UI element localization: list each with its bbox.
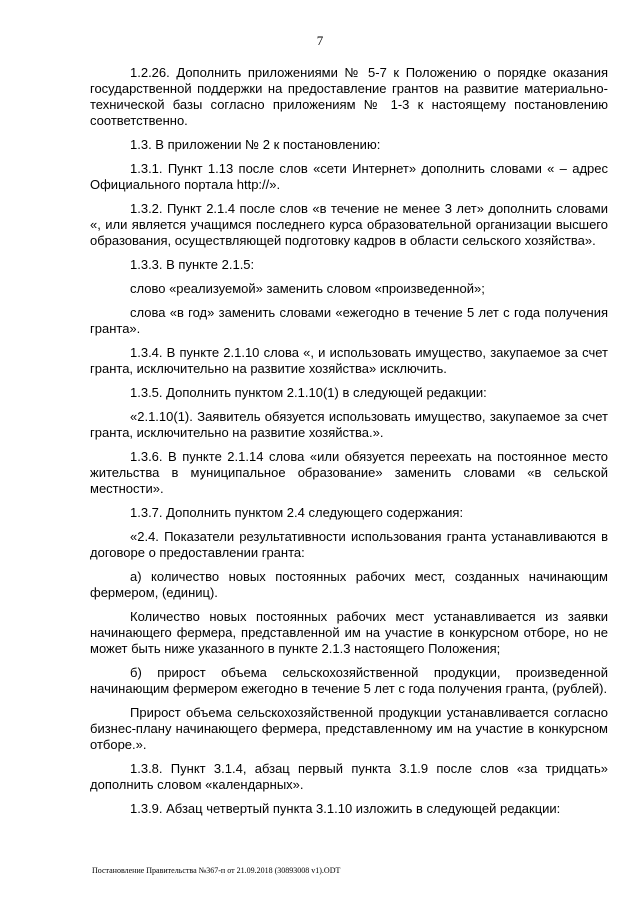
paragraph: 1.3.3. В пункте 2.1.5: bbox=[130, 257, 255, 272]
paragraph: 1.3.6. В пункте 2.1.14 слова «или обязуется переехать на постоянное место жительства в муниципальное образование» заменить словами «в сельской местности». bbox=[90, 449, 608, 496]
paragraph: 1.3.8. Пункт 3.1.4, абзац первый пункта 3.1.9 после слов «за тридцать» дополнить словом «календарных». bbox=[90, 761, 608, 792]
paragraph: слово «реализуемой» заменить словом «произведенной»; bbox=[130, 281, 485, 296]
paragraph: 1.3.9. Абзац четвертый пункта 3.1.10 изложить в следующей редакции: bbox=[130, 801, 561, 816]
document-footer: Постановление Правительства №367-п от 21.09.2018 (30893008 v1).ODT bbox=[92, 866, 341, 875]
page-number: 7 bbox=[316, 33, 324, 48]
paragraph: Количество новых постоянных рабочих мест устанавливается из заявки начинающего фермера, представленной им на участие в конкурсном отборе, но не может быть ниже указанного в пункте 2.1.3 настоящего Положения; bbox=[90, 609, 608, 656]
paragraph: 1.3. В приложении № 2 к постановлению: bbox=[130, 137, 381, 152]
paragraph: 1.3.4. В пункте 2.1.10 слова «, и использовать имущество, закупаемое за счет гранта, исключительно на развитие хозяйства» исключить. bbox=[90, 345, 608, 376]
paragraph: 1.3.5. Дополнить пунктом 2.1.10(1) в следующей редакции: bbox=[130, 385, 487, 400]
paragraph: «2.4. Показатели результативности использования гранта устанавливаются в договоре о предоставлении гранта: bbox=[90, 529, 608, 560]
document-body bbox=[90, 65, 608, 825]
paragraph: 1.3.7. Дополнить пунктом 2.4 следующего содержания: bbox=[130, 505, 464, 520]
paragraph: а) количество новых постоянных рабочих мест, созданных начинающим фермером, (единиц). bbox=[90, 569, 608, 600]
paragraph: Прирост объема сельскохозяйственной продукции устанавливается согласно бизнес-плану начинающего фермера, представленному им на участие в конкурсном отборе.». bbox=[90, 705, 608, 752]
paragraph: 1.2.26. Дополнить приложениями № 5-7 к Положению о порядке оказания государственной поддержки на предоставление грантов на развитие материально-технической базы согласно приложениям № 1-3 к настоящему постановлению соответственно. bbox=[90, 65, 608, 128]
paragraph: слова «в год» заменить словами «ежегодно в течение 5 лет с года получения гранта». bbox=[90, 305, 608, 336]
paragraph: «2.1.10(1). Заявитель обязуется использовать имущество, закупаемое за счет гранта, исключительно на развитие хозяйства.». bbox=[90, 409, 608, 440]
paragraph: 1.3.2. Пункт 2.1.4 после слов «в течение не менее 3 лет» дополнить словами «, или является учащимся последнего курса образовательной организации высшего образования, осуществляющей подготовку кадров в области сельского хозяйства». bbox=[90, 201, 608, 248]
paragraph: 1.3.1. Пункт 1.13 после слов «сети Интернет» дополнить словами « – адрес Официального портала http://». bbox=[90, 161, 608, 192]
paragraph: б) прирост объема сельскохозяйственной продукции, произведенной начинающим фермером ежегодно в течение 5 лет с года получения гранта, (рублей). bbox=[90, 665, 608, 696]
